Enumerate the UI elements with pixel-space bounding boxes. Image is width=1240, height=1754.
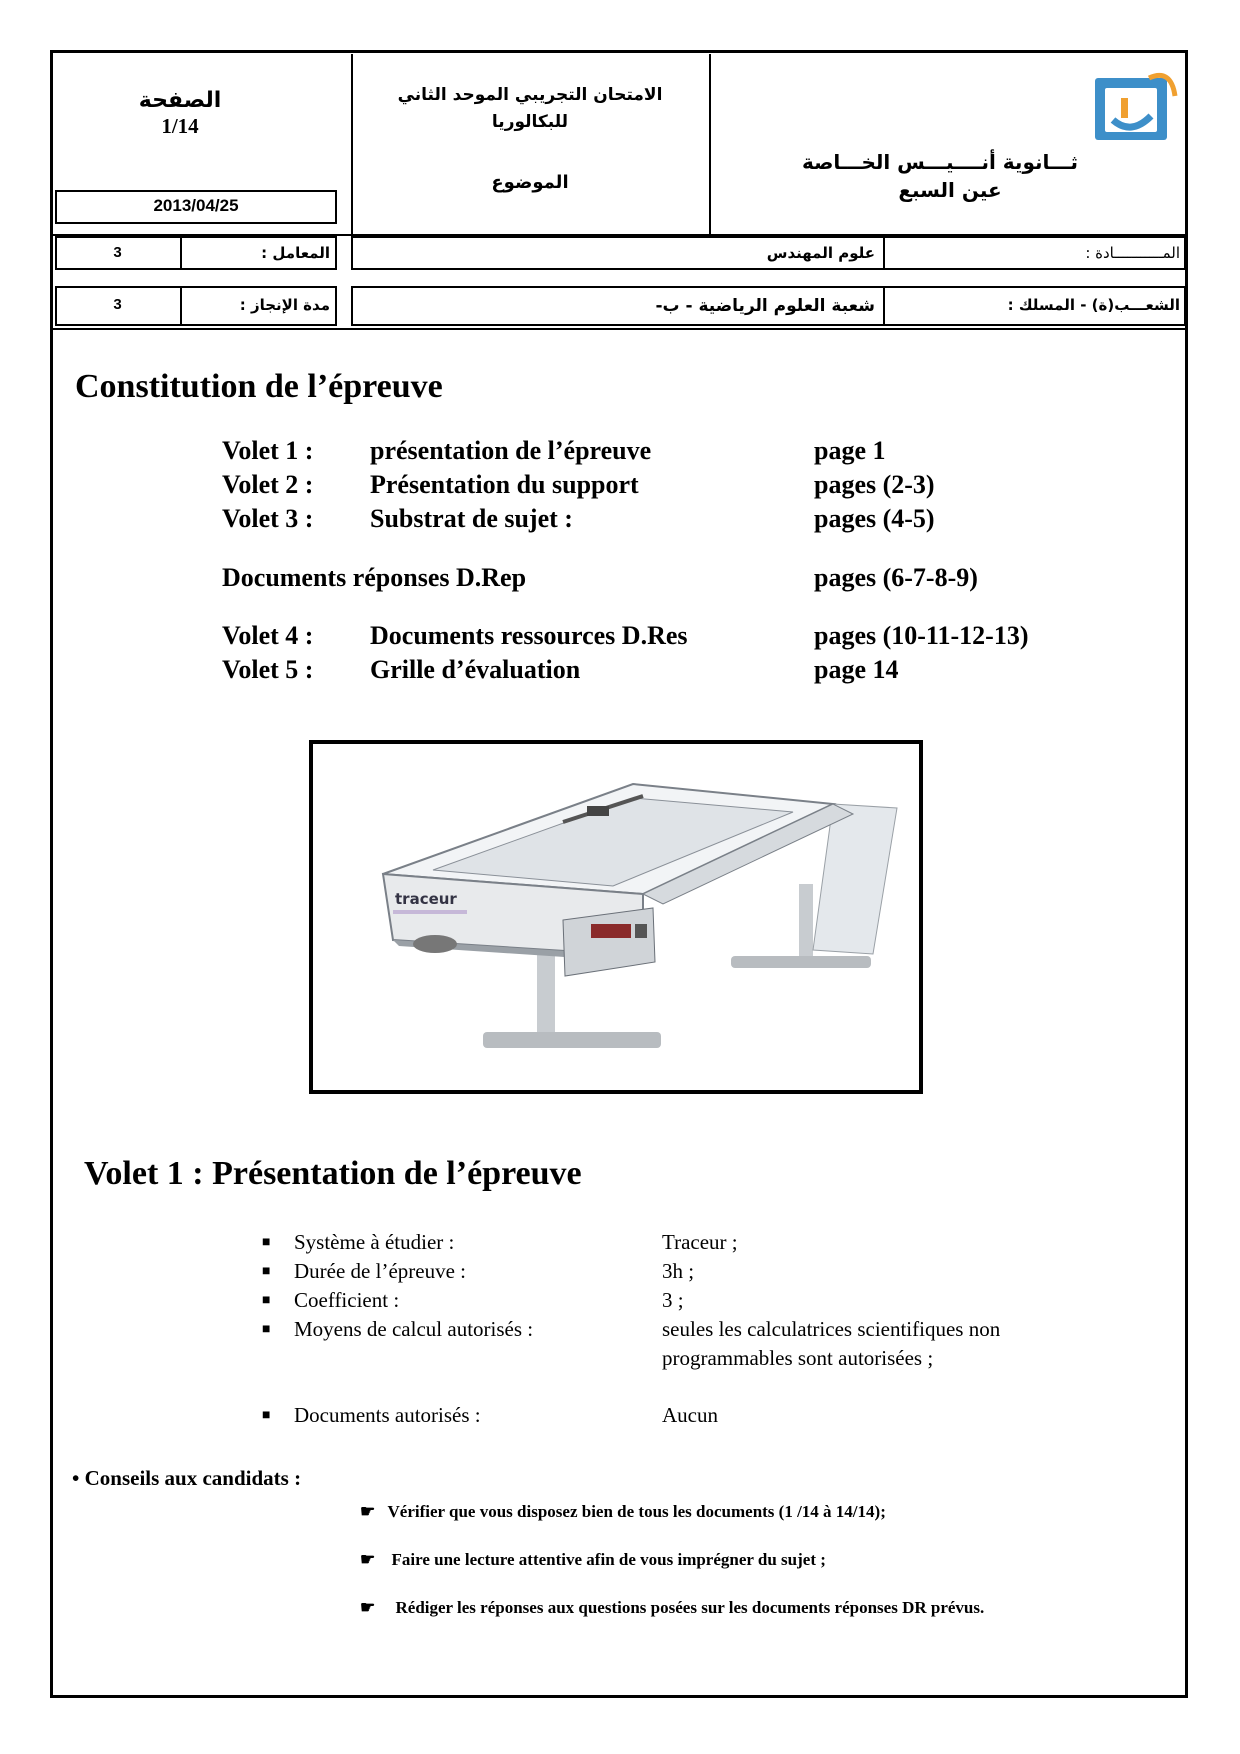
toc-desc: Substrat de sujet : <box>370 504 573 533</box>
advice-text: Faire une lecture attentive afin de vous imprégner du sujet ; <box>391 1550 826 1569</box>
advice-item <box>360 1550 826 1570</box>
constitution-title: Constitution de l’épreuve <box>75 368 443 405</box>
exam-title-line1: الامتحان التجريبي الموحد الثاني <box>397 85 663 105</box>
pointing-hand-icon: ☛ <box>360 1598 376 1617</box>
advice-text: Vérifier que vous disposez bien de tous les documents (1 /14 à 14/14); <box>387 1502 886 1521</box>
item-value: Aucun <box>662 1403 718 1427</box>
exam-date: 2013/04/25 <box>153 196 239 215</box>
header-end-line <box>52 328 1186 330</box>
toc-pages: page 14 <box>814 655 899 684</box>
toc-volet: Volet 4 : <box>222 621 314 650</box>
item-label: Coefficient : <box>294 1288 400 1312</box>
advice-item <box>360 1502 886 1522</box>
filiere-divider <box>883 286 885 326</box>
toc-volet: Volet 5 : <box>222 655 314 684</box>
page-number: 1/14 <box>161 114 199 138</box>
pointing-hand-icon: ☛ <box>360 1502 376 1521</box>
exam-title-line2: للبكالوريا <box>491 112 569 132</box>
school-city: عين السبع <box>898 178 1002 202</box>
bullet-icon: ■ <box>262 1235 271 1250</box>
toc-pages: pages (4-5) <box>814 504 935 533</box>
coef-value: 3 <box>113 244 122 261</box>
coef-divider <box>180 236 182 270</box>
matiere-label: المـــــــــــادة : <box>1085 244 1180 262</box>
bullet-icon: ■ <box>262 1293 271 1308</box>
duration-value: 3 <box>113 296 122 313</box>
toc-pages: pages (10-11-12-13) <box>814 621 1029 650</box>
filiere-value: شعبة العلوم الرياضية - ب- <box>655 296 875 316</box>
subject-label: الموضوع <box>491 172 569 193</box>
conseils-title: • Conseils aux candidats : <box>72 1466 302 1490</box>
item-label: Moyens de calcul autorisés : <box>294 1317 534 1341</box>
item-value: seules les calculatrices scientifiques non <box>662 1317 1001 1341</box>
volet1-title: Volet 1 : Présentation de l’épreuve <box>84 1155 582 1192</box>
item-value: Traceur ; <box>662 1230 738 1254</box>
duration-divider <box>180 286 182 326</box>
bullet-icon: ■ <box>262 1408 271 1423</box>
school-logo <box>1091 72 1183 152</box>
item-value-line2: programmables sont autorisées ; <box>662 1346 934 1370</box>
figure-label: traceur <box>395 890 457 908</box>
toc-volet: Volet 3 : <box>222 504 314 533</box>
toc-pages: pages (6-7-8-9) <box>814 563 978 592</box>
coef-label: المعامل : <box>261 244 330 262</box>
toc-desc: Documents ressources D.Res <box>370 621 688 650</box>
filiere-label: الشعـــب(ة) - المسلك : <box>1007 296 1180 314</box>
bullet-icon: ■ <box>262 1322 271 1337</box>
toc-volet: Volet 2 : <box>222 470 314 499</box>
item-label: Documents autorisés : <box>294 1403 481 1427</box>
advice-text: Rédiger les réponses aux questions posées sur les documents réponses DR prévus. <box>395 1598 985 1617</box>
toc-volet: Volet 1 : <box>222 436 314 465</box>
matiere-value: علوم المهندس <box>766 244 875 262</box>
item-value: 3h ; <box>662 1259 695 1283</box>
duration-label: مدة الإنجاز : <box>239 296 330 314</box>
toc-pages: pages (2-3) <box>814 470 935 499</box>
toc-desc: Présentation du support <box>370 470 639 499</box>
pointing-hand-icon: ☛ <box>360 1550 376 1569</box>
item-value: 3 ; <box>662 1288 684 1312</box>
item-label: Système à étudier : <box>294 1230 455 1254</box>
toc-desc: Grille d’évaluation <box>370 655 581 684</box>
item-label: Durée de l’épreuve : <box>294 1259 466 1283</box>
advice-item <box>360 1598 984 1618</box>
plotter-illustration <box>313 744 919 1090</box>
page-label: الصفحة <box>138 88 222 113</box>
header-divider-left <box>351 54 353 236</box>
school-name: ثـــانوية أنــــيـــس الخـــاصة <box>801 150 1079 174</box>
toc-desc: Documents réponses D.Rep <box>222 563 527 592</box>
matiere-divider <box>883 236 885 270</box>
bullet-icon: ■ <box>262 1264 271 1279</box>
plotter-figure <box>309 740 923 1094</box>
header-divider-right <box>709 54 711 236</box>
toc-pages: page 1 <box>814 436 886 465</box>
toc-desc: présentation de l’épreuve <box>370 436 652 465</box>
